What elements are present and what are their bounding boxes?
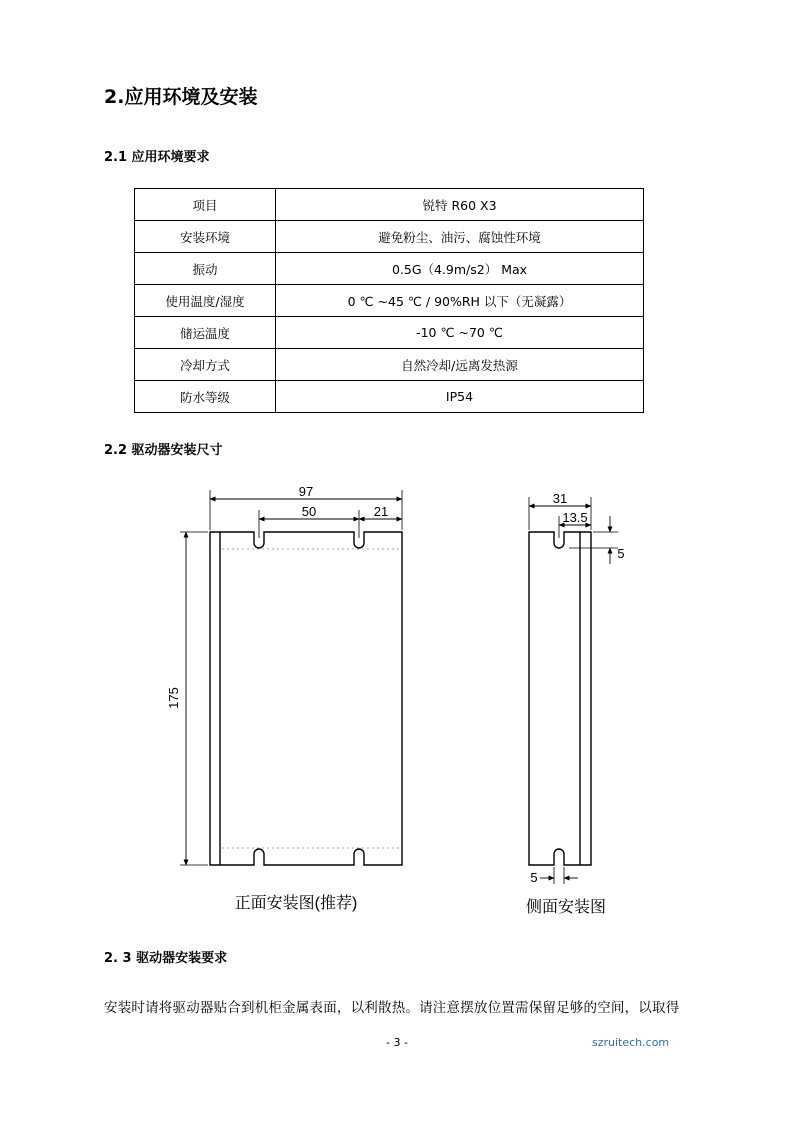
table-cell-label: 储运温度 (135, 317, 276, 349)
table-row (135, 349, 644, 381)
side-view-outline (529, 532, 591, 865)
table-cell-label: 振动 (135, 253, 276, 285)
table-row (135, 381, 644, 413)
website-link[interactable]: szruitech.com (592, 1036, 670, 1049)
table-cell-value: IP54 (276, 381, 644, 413)
front-dimension-lines (186, 499, 402, 865)
front-view-outline (210, 532, 402, 865)
front-view-caption: 正面安装图(推荐) (234, 895, 358, 912)
side-extension-lines (529, 497, 618, 884)
environment-spec-table (134, 188, 644, 413)
dim-front-height: 175 (166, 687, 181, 709)
table-cell-value: 0.5G（4.9m/s2） Max (276, 253, 644, 285)
dim-side-slot-width: 5 (530, 870, 538, 885)
table-row (135, 221, 644, 253)
section-title: 2.应用环境及安装 (104, 86, 258, 108)
table-cell-label: 项目 (135, 189, 276, 221)
table-cell-value: 避免粉尘、油污、腐蚀性环境 (276, 221, 644, 253)
table-cell-value: 自然冷却/远离发热源 (276, 349, 644, 381)
install-paragraph: 安装时请将驱动器贴合到机柜金属表面，以利散热。请注意摆放位置需保留足够的空间，以取得 (104, 1000, 680, 1016)
mounting-dimension-drawing (0, 470, 793, 930)
table-row (135, 253, 644, 285)
subsection-title-install-requirements: 2. 3 驱动器安装要求 (104, 951, 228, 966)
side-dimension-lines (529, 506, 610, 878)
front-extension-lines (180, 490, 402, 865)
dim-front-right-offset: 21 (373, 504, 389, 519)
table-cell-value: 0 ℃ ~45 ℃ / 90%RH 以下（无凝露） (276, 285, 644, 317)
page-number: - 3 - (386, 1036, 408, 1049)
table-cell-label: 安装环境 (135, 221, 276, 253)
dim-front-hole-spacing: 50 (301, 504, 317, 519)
dim-side-width: 31 (552, 491, 568, 506)
dim-front-width: 97 (298, 484, 314, 499)
dim-side-slot-depth: 5 (617, 546, 625, 561)
table-cell-label: 防水等级 (135, 381, 276, 413)
dim-side-slot-offset: 13.5 (562, 510, 588, 525)
side-view-caption: 侧面安装图 (525, 899, 607, 916)
table-cell-value: -10 ℃ ~70 ℃ (276, 317, 644, 349)
table-row (135, 189, 644, 221)
subsection-title-dimensions: 2.2 驱动器安装尺寸 (104, 443, 223, 458)
table-cell-label: 冷却方式 (135, 349, 276, 381)
table-cell-value: 锐特 R60 X3 (276, 189, 644, 221)
subsection-title-environment: 2.1 应用环境要求 (104, 150, 210, 165)
table-cell-label: 使用温度/湿度 (135, 285, 276, 317)
table-row (135, 317, 644, 349)
table-row (135, 285, 644, 317)
